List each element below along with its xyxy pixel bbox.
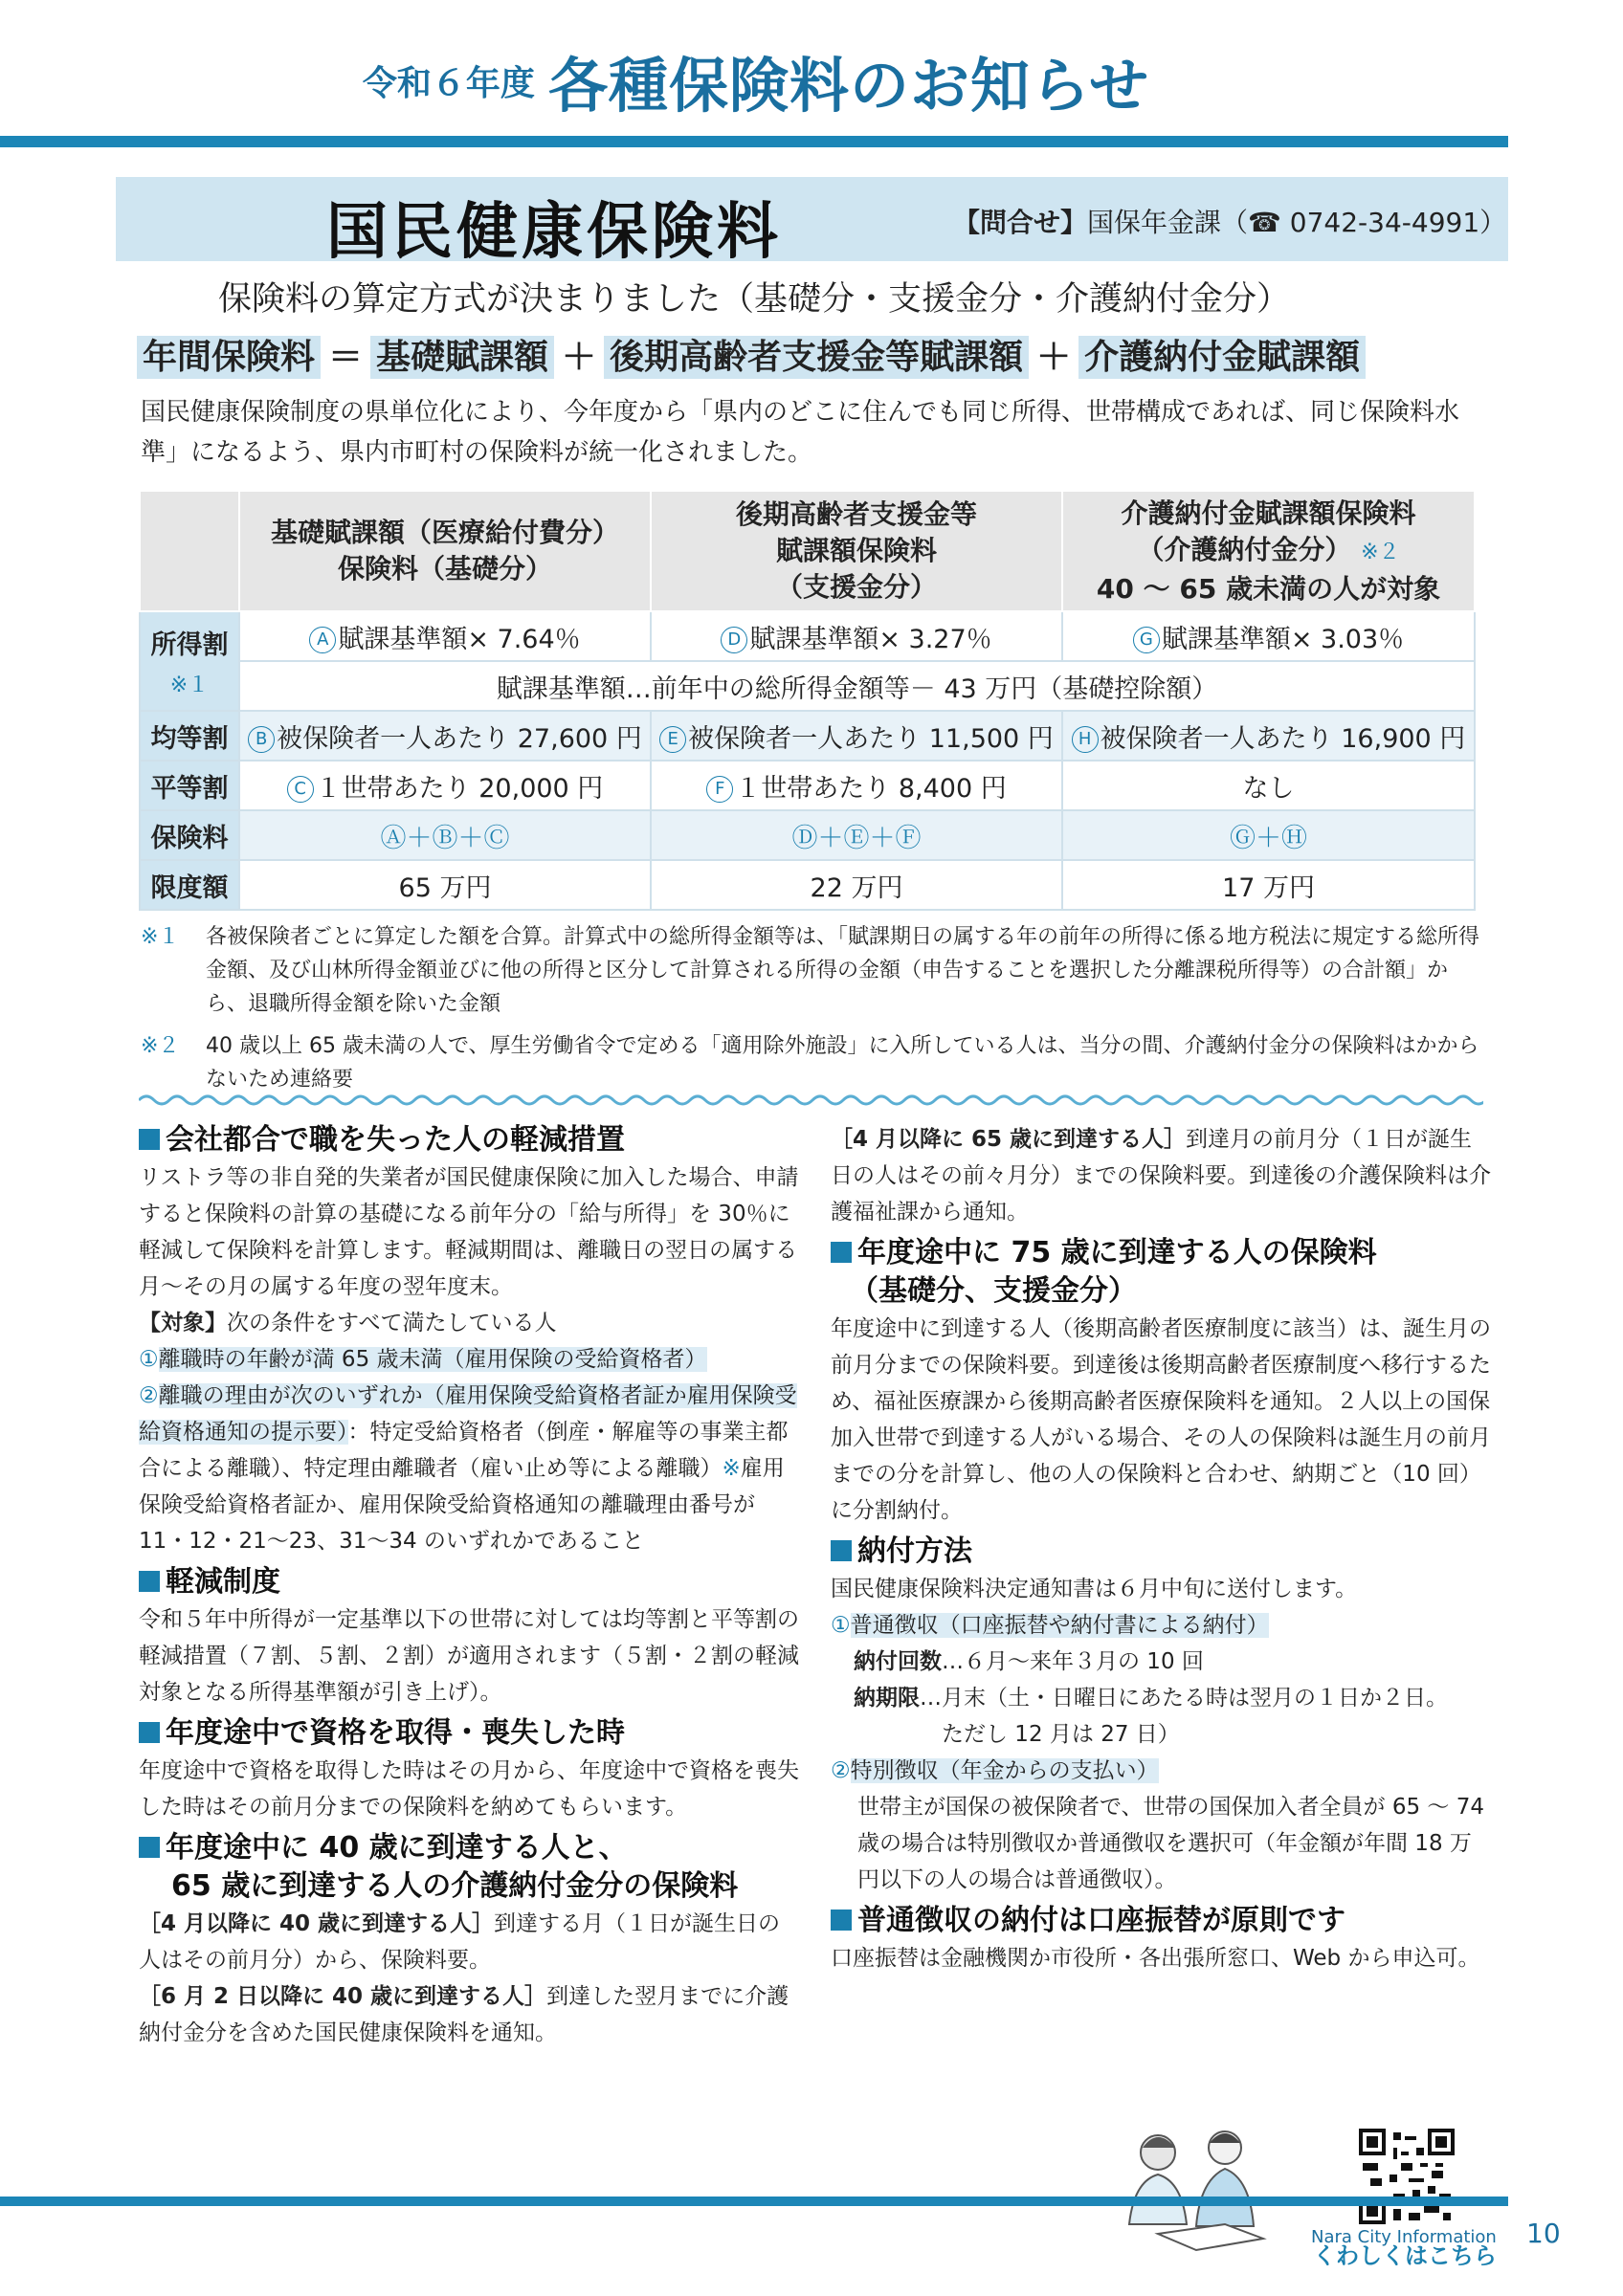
inquiry (953, 202, 1506, 240)
inquiry-contact: 国保年金課（☎ 0742-34-4991） (1087, 207, 1507, 238)
row-label-flat: 平等割 (140, 761, 239, 810)
cell-text: 賦課基準額× 7.64％ (338, 624, 581, 654)
table-cell: Ⓐ＋Ⓑ＋Ⓒ (239, 810, 651, 860)
table-cell (1062, 711, 1475, 761)
section-title: 国民健康保険料 (326, 197, 782, 268)
list-number: ① (831, 1613, 851, 1638)
circle-marker: D (721, 627, 747, 653)
para-text: 到達月の前月分（１日が誕生日の人はその前々月分）までの保険料要。到達後の介護保険料は介護福祉課から通知。 (831, 1127, 1491, 1225)
row-label-income (140, 611, 239, 711)
col-basic-line2: 保険料（基礎分） (337, 553, 552, 585)
list-text: 雇用保険受給資格者証か、雇用保険受給資格通知の離職理由番号が 11・12・21～23、31～34 のいずれかであること (139, 1456, 785, 1554)
formula-annual: 年間保険料 (137, 336, 321, 379)
formula-equals: ＝ (328, 338, 364, 377)
list-subitem (831, 1680, 1491, 1716)
para-text: 到達する月（１日が誕生日の人はその前月分）から、保険料要。 (139, 1911, 781, 1973)
square-bullet-icon (139, 1722, 160, 1743)
square-bullet-icon (139, 1129, 160, 1150)
table-cell (651, 761, 1062, 810)
para-label: ［4 月以降に 65 歳に到達する人］ (831, 1127, 1187, 1152)
note-mark: ※１ (141, 925, 180, 949)
row-label-equal: 均等割 (140, 711, 239, 761)
list-text: 離職時の年齢が満 65 歳未満（雇用保険の受給資格者） (158, 1347, 707, 1372)
table-row (140, 711, 1475, 761)
heading-text: 軽減制度 (166, 1565, 280, 1599)
list-text-highlight: 離職の理由が次のいずれか（雇用保険受給資格者証か雇用保険受給資格通知の提示要） (139, 1383, 797, 1445)
circle-marker: A (309, 627, 336, 653)
section-heading (139, 1121, 799, 1159)
cell-text: １世帯あたり 8,400 円 (735, 773, 1007, 804)
square-bullet-icon (831, 1242, 852, 1263)
circle-marker: C (287, 776, 314, 803)
table-cell (239, 761, 651, 810)
paragraph: 年度途中で資格を取得した時はその月から、年度途中で資格を喪失した時はその前月分までの保険料を納めてもらいます。 (139, 1758, 799, 1820)
section-title-band (116, 177, 1508, 268)
list-number: ① (139, 1347, 159, 1372)
section-heading (139, 1714, 799, 1753)
section-heading (139, 1829, 799, 1867)
table-cell: 22 万円 (651, 860, 1062, 910)
sub-text: …月末（土・日曜日にあたる時は翌月の１日か２日。 (920, 1686, 1448, 1711)
heading-text: 納付方法 (857, 1534, 972, 1568)
page-number: 10 (1526, 2218, 1561, 2249)
note-text: 各被保険者ごとに算定した額を合算。計算式中の総所得金額等は、「賦課期日の属する年の前年の所得に係る地方税法に規定する総所得金額、及び山林所得金額並びに他の所得と区分して計算される所得の金額（申告することを選択した分離課税所得等）の合計額」から、退職所得金額を除いた金額 (206, 925, 1480, 1016)
qr-label[interactable]: くわしくはこちら (1313, 2242, 1497, 2269)
heading-text: 普通徴収の納付は口座振替が原則です (857, 1904, 1345, 1937)
formula-support: 後期高齢者支援金等賦課額 (604, 336, 1029, 379)
cell-text: 賦課基準額× 3.03％ (1161, 624, 1405, 654)
table-cell (239, 611, 651, 661)
section-heading (831, 1902, 1491, 1940)
paragraph: 令和５年中所得が一定基準以下の世帯に対しては均等割と平等割の軽減措置（７割、５割、２割）が適用されます（５割・２割の軽減対象となる所得基準額が引き上げ）。 (139, 1607, 799, 1705)
col-care-line1: 介護納付金賦課額保険料 (1121, 497, 1416, 529)
paragraph (831, 1121, 1491, 1230)
col-support-line2: 賦課額保険料 (775, 535, 937, 566)
footnote (141, 1029, 1480, 1096)
formula-plus: ＋ (562, 338, 597, 377)
sub-label: 納付回数 (854, 1649, 942, 1674)
table-cell (239, 711, 651, 761)
heading-text: 65 歳に到達する人の介護納付金分の保険料 (171, 1869, 739, 1903)
section-heading (831, 1533, 1491, 1571)
row-label-premium: 保険料 (140, 810, 239, 860)
list-text: ：特定受給資格者（倒産・解雇等の事業主都合による離職）、特定理由離職者（雇い止め等による離職） (139, 1420, 789, 1481)
table-cell (651, 611, 1062, 661)
table-row (140, 661, 1475, 711)
note-ref: ※２ (1361, 540, 1400, 564)
circle-marker: E (659, 726, 686, 753)
col-support-line1: 後期高齢者支援金等 (735, 498, 977, 530)
paragraph: 年度途中に到達する人（後期高齢者医療制度に該当）は、誕生月の前月分までの保険料要。到達後は後期高齢者医療制度へ移行するため、福祉医療課から後期高齢者医療保険料を通知。２人以上の国保加入世帯で到達する人がいる場合、その人の保険料は誕生月の前月までの分を計算し、他の人の保険料と合わせ、納期ごと（10 回）に分割納付。 (831, 1316, 1491, 1523)
page-title: 各種保険料のお知らせ (547, 51, 1150, 121)
table-cell: Ⓓ＋Ⓔ＋Ⓕ (651, 810, 1062, 860)
cell-text: 被保険者一人あたり 27,600 円 (277, 723, 642, 754)
table-cell (1062, 611, 1475, 661)
list-text-highlight: 特別徴収（年金からの支払い） (850, 1758, 1159, 1783)
col-support-header (651, 491, 1062, 611)
heading-text: 年度途中に 75 歳に到達する人の保険料 (857, 1236, 1377, 1269)
cell-text: 賦課基準額× 3.27％ (749, 624, 992, 654)
para-label: ［4 月以降に 40 歳に到達する人］ (139, 1911, 495, 1936)
col-basic-header (239, 491, 651, 611)
square-bullet-icon (831, 1910, 852, 1931)
cell-text: 被保険者一人あたり 11,500 円 (688, 723, 1054, 754)
top-rule (0, 136, 1508, 147)
inquiry-label: 【問合せ】 (953, 207, 1088, 238)
table-row (140, 761, 1475, 810)
table-row (140, 860, 1475, 910)
section-heading (139, 1563, 799, 1601)
target-line (139, 1305, 799, 1341)
table-cell-span: 賦課基準額…前年中の総所得金額等－ 43 万円（基礎控除額） (239, 661, 1475, 711)
note-mark: ※ (722, 1456, 741, 1481)
para-label: ［6 月 2 日以降に 40 歳に到達する人］ (139, 1984, 547, 2009)
list-item (139, 1341, 799, 1378)
page-header (0, 38, 1512, 123)
sub-text: …６月～来年３月の 10 回 (942, 1649, 1204, 1674)
paragraph: 世帯主が国保の被保険者で、世帯の国保加入者全員が 65 ～ 74 歳の場合は特別徴収か普通徴収を選択可（年金額が年間 18 万円以下の人の場合は普通徴収）。 (857, 1795, 1485, 1892)
list-text-highlight: 普通徴収（口座振替や納付書による納付） (850, 1613, 1269, 1638)
subtitle: 保険料の算定方式が決まりました（基礎分・支援金分・介護納付金分） (217, 280, 1290, 319)
col-care-line3: 40 ～ 65 歳未満の人が対象 (1096, 572, 1441, 605)
people-illustration (1101, 2119, 1292, 2263)
list-number: ② (831, 1758, 851, 1783)
intro-text: 国民健康保険制度の県単位化により、今年度から「県内のどこに住んでも同じ所得、世帯構成であれば、同じ保険料水準」になるよう、県内市町村の保険料が統一化されました。 (141, 398, 1460, 467)
circle-marker: F (706, 776, 733, 803)
note-ref: ※１ (169, 673, 210, 697)
sub-label: 納期限 (854, 1686, 920, 1711)
table-cell (651, 711, 1062, 761)
table-cell: 65 万円 (239, 860, 651, 910)
note-text: 40 歳以上 65 歳未満の人で、厚生労働省令で定める「適用除外施設」に入所している人は、当分の間、介護納付金分の保険料はかからないため連絡要 (206, 1034, 1479, 1092)
cell-text: １世帯あたり 20,000 円 (315, 773, 604, 804)
formula-basic: 基礎賦課額 (370, 336, 554, 379)
sub-text: ただし 12 月は 27 日） (942, 1722, 1180, 1747)
paragraph (139, 1906, 799, 1978)
list-item (831, 1607, 1491, 1644)
heading-text: 年度途中に 40 歳に到達する人と、 (166, 1831, 628, 1865)
header-era: 令和６年度 (362, 64, 535, 103)
col-basic-line1: 基礎賦課額（医療給付費分） (270, 517, 619, 548)
target-text: 次の条件をすべて満たしている人 (227, 1311, 557, 1336)
col-care-line2: （介護納付金分） (1137, 533, 1352, 565)
paragraph: 国民健康保険料決定通知書は６月中旬に送付します。 (831, 1577, 1358, 1601)
table-row (140, 810, 1475, 860)
paragraph (139, 1978, 799, 2051)
square-bullet-icon (139, 1571, 160, 1592)
square-bullet-icon (831, 1540, 852, 1561)
square-bullet-icon (139, 1837, 160, 1858)
footnote (141, 920, 1480, 1021)
row-label-limit: 限度額 (140, 860, 239, 910)
target-label: 【対象】 (139, 1311, 227, 1336)
para-text: 到達した翌月までに介護納付金分を含めた国民健康保険料を通知。 (139, 1984, 789, 2045)
row-label-text: 所得割 (150, 630, 229, 660)
paragraph: 口座振替は金融機関か市役所・各出張所窓口、Web から申込可。 (831, 1946, 1480, 1971)
table-row (140, 611, 1475, 661)
wave-divider (139, 1091, 1483, 1110)
table-cell: 17 万円 (1062, 860, 1475, 910)
formula-plus: ＋ (1036, 338, 1072, 377)
premium-table (139, 490, 1476, 911)
heading-text: 年度途中で資格を取得・喪失した時 (166, 1716, 625, 1750)
section-heading (831, 1234, 1491, 1272)
table-cell: Ⓖ＋Ⓗ (1062, 810, 1475, 860)
col-support-line3: （支援金分） (775, 571, 937, 603)
list-item (139, 1378, 799, 1559)
note-mark: ※２ (141, 1034, 180, 1058)
list-number: ② (139, 1383, 159, 1408)
list-item (831, 1753, 1491, 1789)
table-corner (140, 491, 239, 611)
table-cell: なし (1062, 761, 1475, 810)
circle-marker: B (248, 726, 275, 753)
cell-text: 被保険者一人あたり 16,900 円 (1100, 723, 1466, 754)
circle-marker: G (1133, 627, 1160, 653)
circle-marker: H (1072, 726, 1099, 753)
formula-care: 介護納付金賦課額 (1078, 336, 1366, 379)
premium-formula (137, 330, 1366, 379)
right-column (831, 1121, 1491, 1976)
heading-text: （基礎分、支援金分） (850, 1274, 1137, 1308)
bottom-rule (0, 2197, 1508, 2206)
list-subitem (831, 1644, 1491, 1680)
paragraph: リストラ等の非自発的失業者が国民健康保険に加入した場合、申請すると保険料の計算の基礎になる前年分の「給与所得」を 30％に軽減して保険料を計算します。軽減期間は、離職日の翌日の属する月～その月の属する年度の翌年度末。 (139, 1165, 799, 1299)
heading-text: 会社都合で職を失った人の軽減措置 (166, 1123, 625, 1157)
table-header-row (140, 491, 1475, 611)
qr-code[interactable] (1359, 2129, 1455, 2224)
footer-text: Nara City Information (1311, 2227, 1497, 2247)
left-column (139, 1121, 799, 2051)
col-care-header (1062, 491, 1475, 611)
